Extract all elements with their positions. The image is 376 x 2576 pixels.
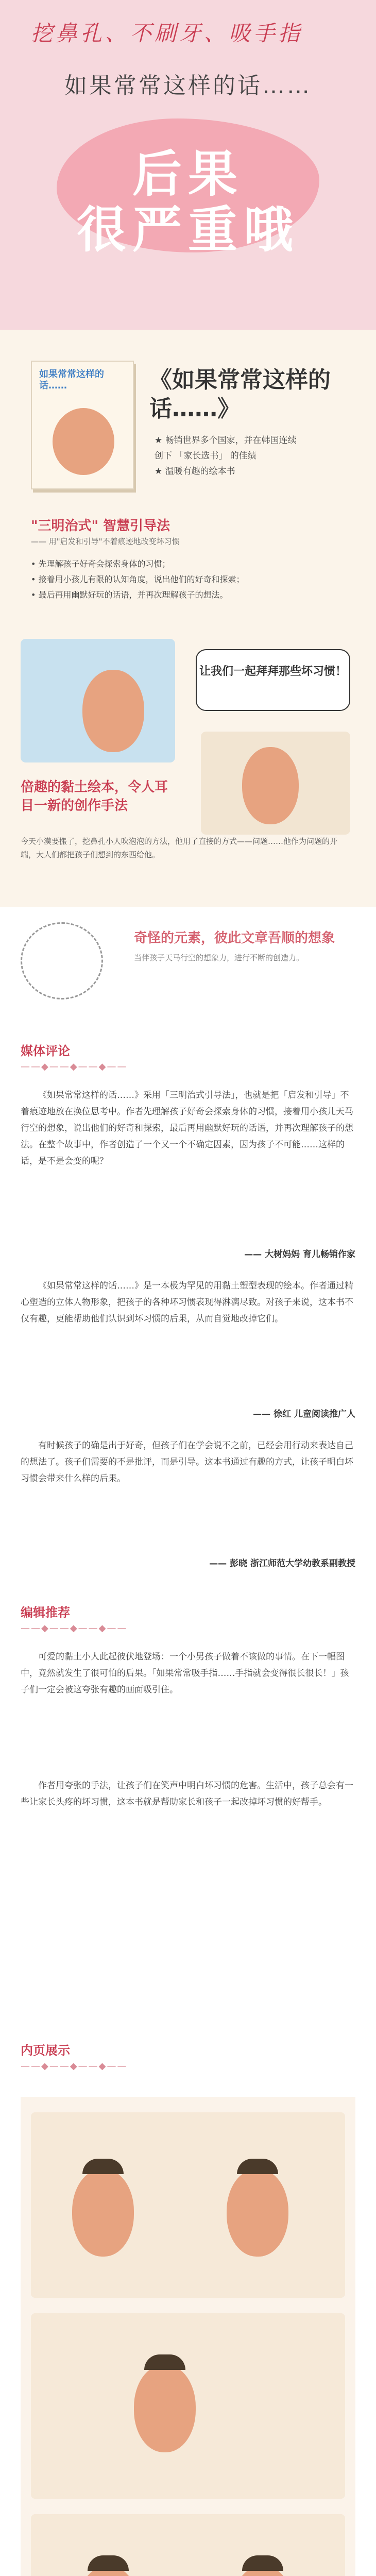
preview-page	[31, 2514, 345, 2576]
book-intro	[0, 330, 376, 629]
clay-hair	[237, 2159, 278, 2174]
intro-tag: "三明治式" 智慧引导法	[31, 518, 170, 534]
doodle-illustration	[21, 922, 103, 999]
intro-points	[31, 556, 350, 603]
clay-hair	[88, 2555, 129, 2571]
clay-hair	[144, 2354, 185, 2370]
intro-title: 《如果常常这样的话……》	[149, 367, 331, 422]
review-signature: —— 彭晓 浙江师范大学幼教系副教授	[209, 1558, 355, 1569]
speech-bubble: 让我们一起拜拜那些坏习惯！	[196, 649, 350, 711]
preview-gallery	[21, 2097, 355, 2576]
review-divider: ——◆——◆——◆——	[21, 1061, 128, 1072]
editor-paragraph: 作者用夸张的手法，让孩子们在笑声中明白坏习惯的危害。生活中，孩子总会有一些让家长头疼的坏习惯，这本书就是帮助家长和孩子一起改掉坏习惯的好帮手。	[21, 1781, 353, 1807]
clay-character	[72, 2169, 134, 2257]
review-heading: 媒体评论	[21, 1044, 70, 1058]
clay-hair	[242, 2555, 283, 2571]
editor-paragraph: 可爱的黏土小人此起彼伏地登场：一个小男孩子做着不该做的事情。在下一幅图中，竟然就发生了很可怕的后果。「如果常常吸手指……手指就会变得很长很长！」孩子们一定会被这夸张有趣的画面吸引住。	[21, 1652, 349, 1695]
strip-subtitle: 当伴孩子天马行空的想象力，进行不断的创造力。	[134, 953, 304, 962]
intro-point: • 接着用小孩儿有限的认知角度，说出他们的好奇和探索；	[31, 574, 245, 584]
feature-section	[0, 629, 376, 907]
hero-subtitle: 如果常常这样的话……	[64, 73, 312, 99]
intro-bullets	[155, 433, 361, 479]
feature-description: 今天小漠要搬了，挖鼻孔小人吹泡泡的方法，他用了直接的方式——问题……他作为问题的开端，大人们都把孩子们想到的东西给他。	[21, 837, 338, 859]
review-signature: —— 徐红 儿童阅读推广人	[253, 1409, 355, 1419]
clay-character	[82, 670, 144, 752]
preview-divider: ——◆——◆——◆——	[21, 2061, 128, 2072]
book-cover	[31, 361, 134, 489]
preview-page	[31, 2313, 345, 2499]
clay-character-2	[242, 747, 299, 824]
clay-character	[134, 2365, 196, 2452]
hero-banner	[0, 0, 376, 330]
intro-bullet: ★ 畅销世界多个国家，并在韩国连续	[155, 435, 297, 446]
book-cover-face	[53, 408, 114, 475]
editor-heading: 编辑推荐	[21, 1605, 70, 1620]
clay-hair	[82, 2159, 124, 2174]
illustration-strip	[0, 907, 376, 1020]
book-cover-title: 如果常常这样的话……	[39, 369, 104, 391]
preview-heading: 内页展示	[21, 2043, 70, 2058]
review-signature: —— 大树妈妈 育儿畅销作家	[244, 1249, 355, 1260]
strip-title: 奇怪的元素，彼此文章吾顺的想象	[134, 930, 335, 946]
preview-page	[31, 2112, 345, 2298]
review-paragraph: 《如果常常这样的话……》是一本极为罕见的用黏土塑型表现的绘本。作者通过精心塑造的立体人物形象，把孩子的各种坏习惯表现得淋漓尽致。对孩子来说，这本书不仅有趣，更能帮助他们认识到坏习惯的后果，从而自觉地改掉它们。	[21, 1281, 353, 1324]
hero-slogan: 挖鼻孔、不刷牙、吸手指	[31, 21, 303, 46]
editor-divider: ——◆——◆——◆——	[21, 1623, 128, 1634]
intro-tag-sub: —— 用"启发和引导"不着痕迹地改变坏习惯	[31, 537, 180, 546]
intro-bullet: 创下 「家长选书」 的佳绩	[155, 451, 257, 461]
hero-headline-1: 后果	[132, 145, 244, 203]
intro-point: • 最后再用幽默好玩的话语，并再次理解孩子的想法。	[31, 590, 228, 600]
review-paragraph: 有时候孩子的确是出于好奇，但孩子们在学会说不之前，已经会用行动来表达自己的想法了。孩子们需要的不是批评，而是引导。这本书通过有趣的方式，让孩子明白坏习惯会带来什么样的后果。	[21, 1440, 353, 1484]
intro-bullet: ★ 温暖有趣的绘本书	[155, 466, 235, 477]
hero-headline-2: 很严重哦	[77, 201, 299, 259]
clay-character	[227, 2169, 288, 2257]
feature-illustration	[21, 639, 175, 762]
review-paragraph: 《如果常常这样的话……》采用「三明治式引导法」，也就是把「启发和引导」不着痕迹地放在换位思考中。作者先理解孩子好奇会探索身体的习惯，接着用小孩儿天马行空的想象，说出他们的好奇和探索，最后再用幽默好玩的话语，并再次理解孩子的想法。在整个故事中，作者创造了一个又一个不确定因素，因为孩子不可能……这样的话，是不是会变的呢？	[21, 1090, 353, 1166]
feature-caption: 倍趣的黏土绘本，令人耳目一新的创作手法	[21, 779, 168, 814]
intro-point: • 先理解孩子好奇会探索身体的习惯；	[31, 559, 170, 569]
